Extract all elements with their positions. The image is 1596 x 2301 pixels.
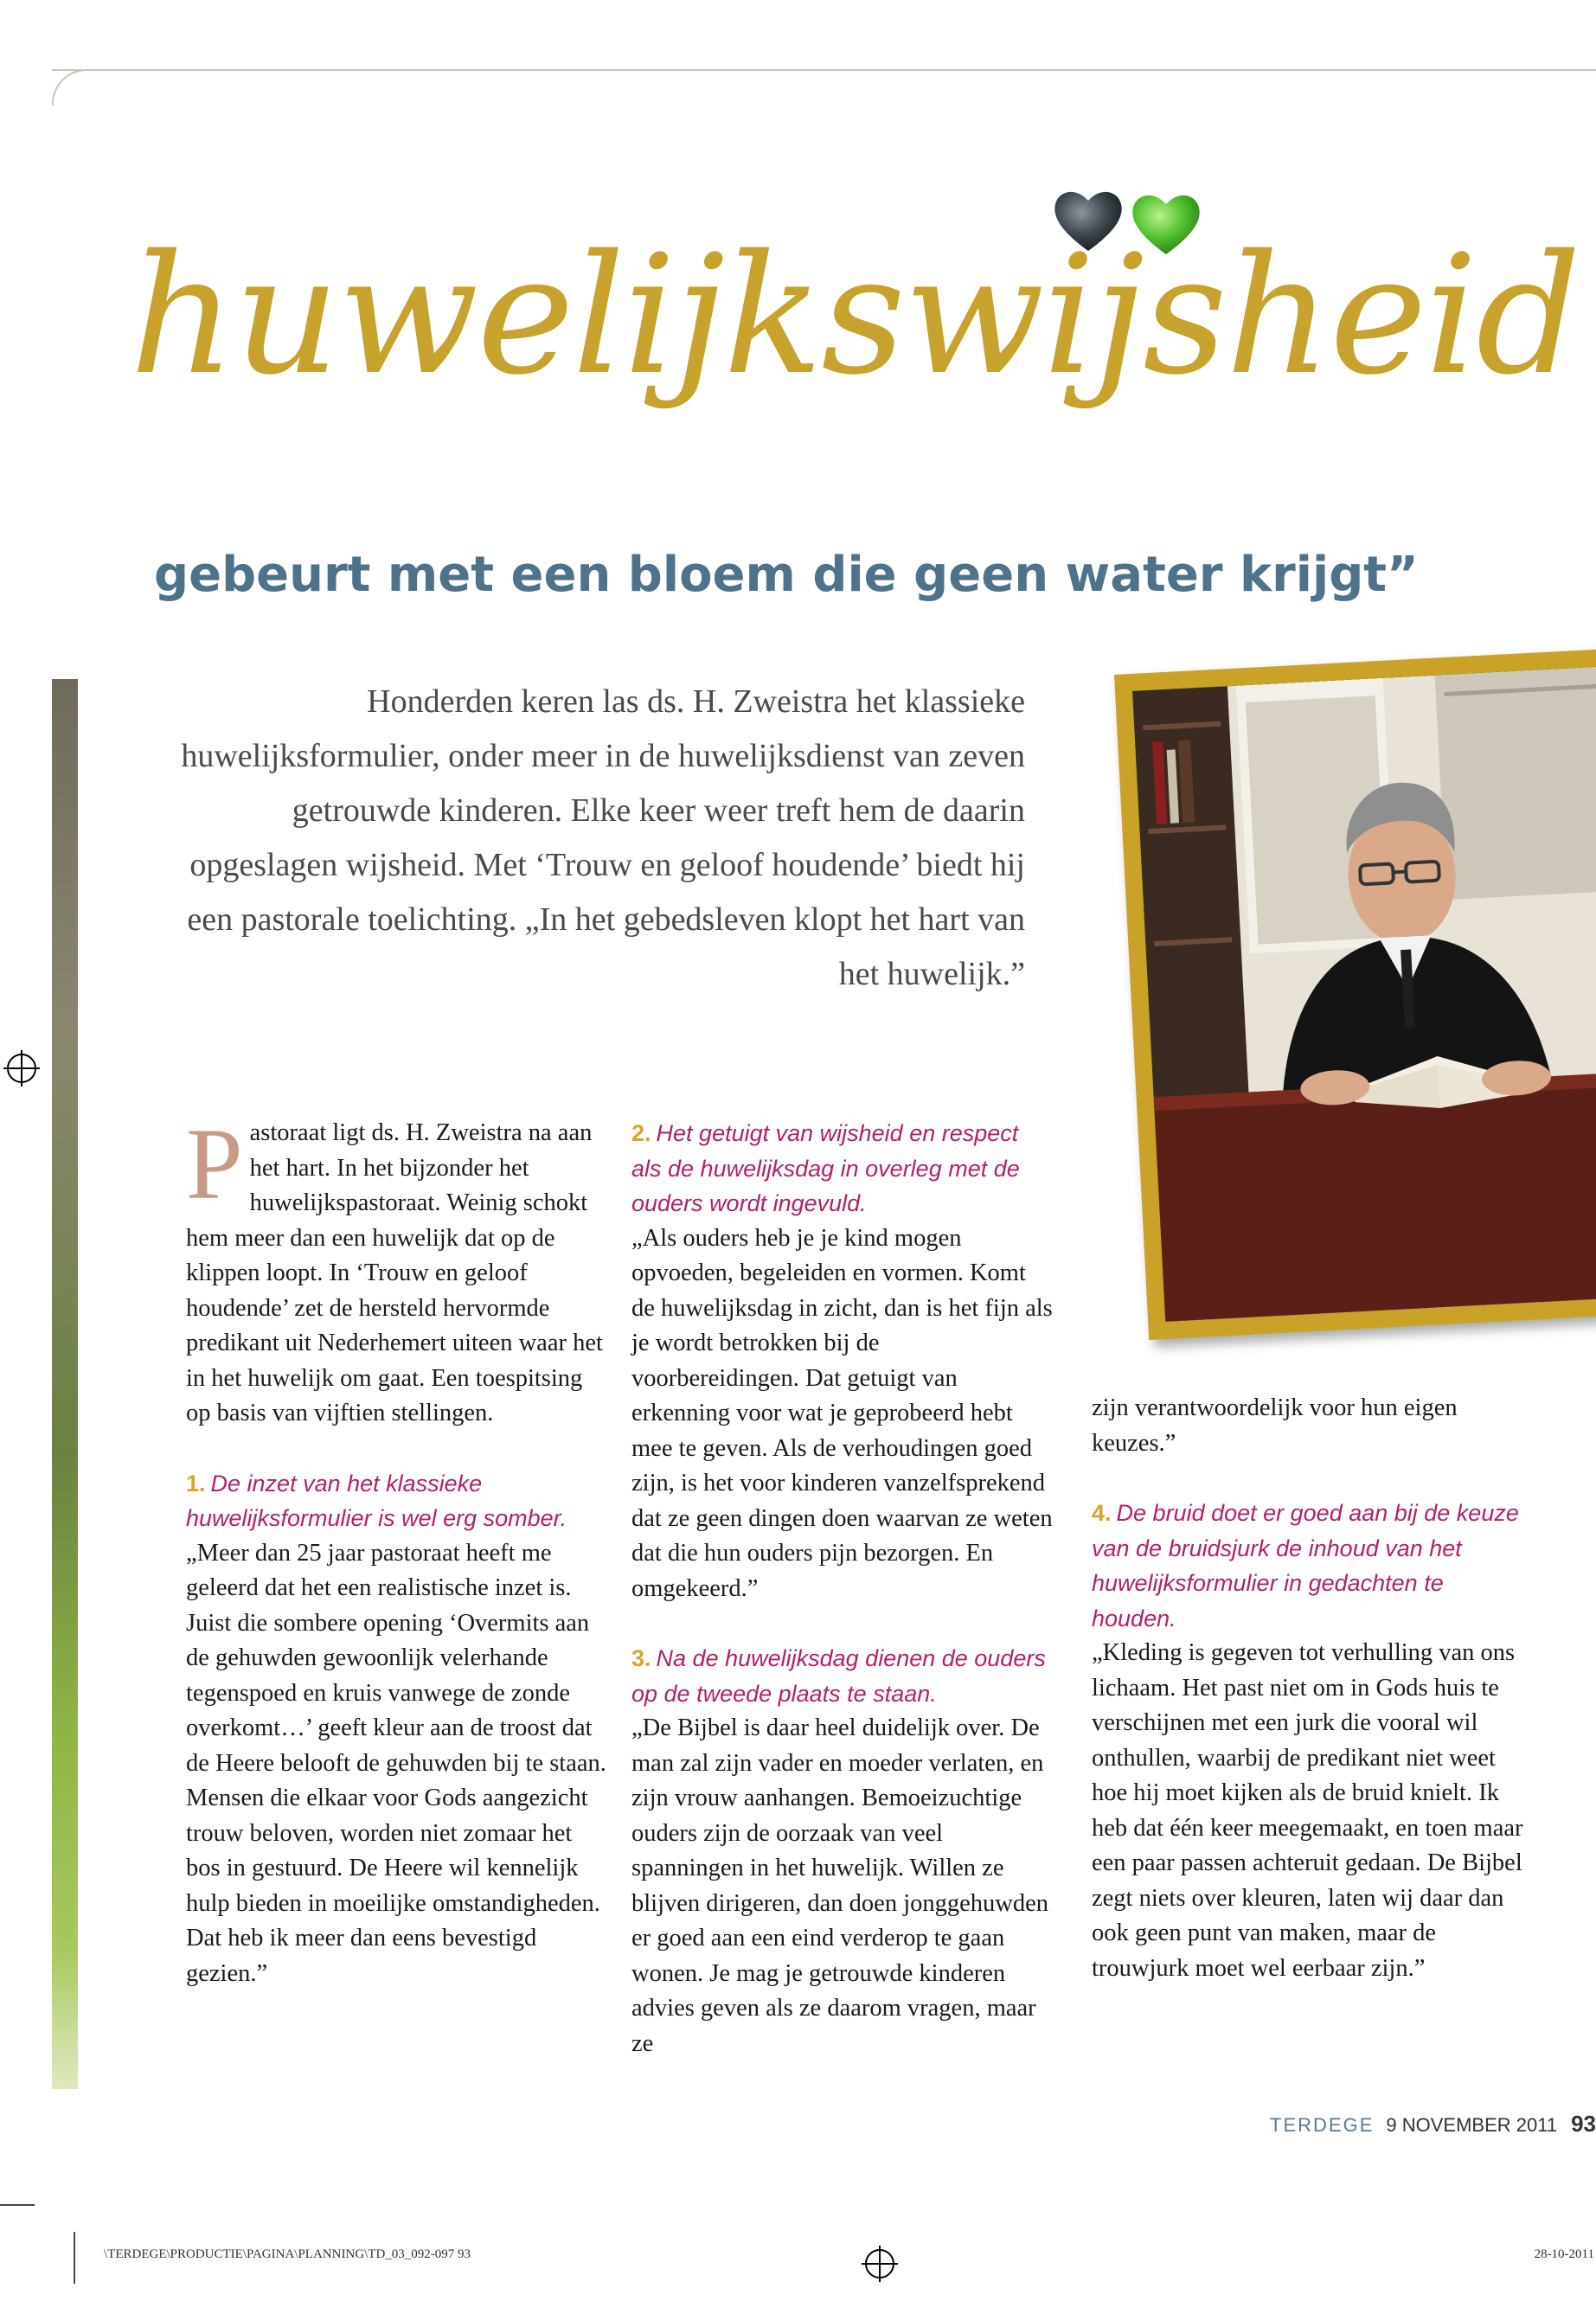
page-number: 93: [1571, 2111, 1596, 2137]
page-title: huwelijkswijsheid: [130, 220, 1580, 411]
statement-number: 3.: [631, 1645, 651, 1671]
crop-mark-left: [0, 2204, 35, 2206]
left-photo-strip: [52, 679, 78, 2089]
article-column-2: [631, 1116, 1053, 2061]
registration-mark-icon: [865, 2249, 894, 2279]
crop-mark-bottom: [74, 2232, 75, 2284]
pastor-photo: [1132, 664, 1596, 1322]
article-column-1: [186, 1107, 607, 1991]
page-footer: [1270, 2111, 1596, 2138]
top-trim-line: [52, 69, 1596, 71]
statement-number: 1.: [186, 1470, 206, 1497]
magazine-name: TERDEGE: [1270, 2114, 1375, 2136]
statement-number: 2.: [631, 1120, 651, 1146]
article-column-3: [1092, 1391, 1524, 1986]
registration-mark-icon: [7, 1054, 36, 1083]
article-intro-text: astoraat ligt ds. H. Zweistra na aan het hart. In het bijzonder het huwelijkspastoraat. Weinig schokt hem meer dan een huwelijk dat op de klippen loopt. In ‘Trouw en geloof houdende’ zet de hersteld hervormde predikant uit Nederhemert uiteen waar het in het huwelijk om gaat. Een toespitsing op basis van vijftien stellingen.: [186, 1119, 603, 1426]
statement-text: De inzet van het klassieke huwelijksformulier is wel erg somber.: [186, 1470, 567, 1531]
article-intro-paragraph: [186, 1107, 607, 1432]
drop-cap: P: [186, 1107, 243, 1221]
statement-1: [186, 1466, 607, 1536]
answer-4: „Kleding is gegeven tot verhulling van ons lichaam. Het past niet om in Gods huis te verschijnen met een jurk die vooral wil onthullen, waarbij de predikant niet weet hoe hij moet kijken als de bruid knielt. Ik heb dat één keer meegemaakt, en toen maar een paar passen achteruit gedaan. De Bijbel zegt niets over kleuren, laten wij daar dan ook geen punt van maken, maar de trouwjurk moet wel eerbaar zijn.”: [1092, 1639, 1523, 1982]
statement-text: Na de huwelijksdag dienen de ouders op de tweede plaats te staan.: [631, 1645, 1046, 1707]
top-trim-corner: [52, 69, 88, 106]
statement-2: [631, 1116, 1053, 1221]
statement-3: [631, 1641, 1053, 1711]
statement-text: Het getuigt van wijsheid en respect als de huwelijksdag in overleg met de ouders wordt ingevuld.: [631, 1120, 1020, 1216]
issue-date: 9 NOVEMBER 2011: [1386, 2114, 1558, 2136]
statement-4: [1092, 1496, 1524, 1636]
statement-text: De bruid doet er goed aan bij de keuze van de bruidsjurk de inhoud van het huwelijksformulier in gedachten te houden.: [1092, 1500, 1519, 1631]
slug-date: 28-10-2011: [1534, 2247, 1594, 2261]
photo-frame: [1114, 646, 1596, 1340]
intro-lede: Honderden keren las ds. H. Zweistra het klassieke huwelijksformulier, onder meer in de huwelijksdienst van zeven getrouwde kinderen. Elke keer weer treft hem de daarin opgeslagen wijsheid. Met ‘Trouw en geloof houdende’ biedt hij een pastorale toelichting. „In het gebedsleven klopt het hart van het huwelijk.”: [181, 683, 1025, 992]
answer-1: „Meer dan 25 jaar pastoraat heeft me geleerd dat het een realistische inzet is. Juist die sombere opening ‘Overmits aan de gehuwden gewoonlijk velerhande tegenspoed en kruis vanwege de zonde overkomt…’ geeft kleur aan de troost dat de Heere belooft de gehuwden bij te staan. Mensen die elkaar voor Gods aangezicht trouw beloven, worden niet zomaar het bos in gestuurd. De Heere wil kennelijk hulp bieden in moeilijke omstandigheden. Dat heb ik meer dan eens bevestigd gezien.”: [186, 1539, 606, 1987]
page-subtitle: gebeurt met een bloem die geen water krijgt”: [154, 547, 1419, 603]
answer-3: „De Bijbel is daar heel duidelijk over. De man zal zijn vader en moeder verlaten, en zijn vrouw aanhangen. Bemoeizuchtige ouders zijn de oorzaak van veel spanningen in het huwelijk. Willen ze blijven dirigeren, dan doen jonggehuwden er goed aan een eind verderop te gaan wonen. Je mag je getrouwde kinderen advies geven als ze daarom vragen, maar ze: [631, 1715, 1048, 2057]
statement-number: 4.: [1092, 1500, 1112, 1526]
answer-2: „Als ouders heb je je kind mogen opvoeden, begeleiden en vormen. Komt de huwelijksdag in zicht, dan is het fijn als je wordt betrokken bij de voorbereidingen. Dat getuigt van erkenning voor wat je geprobeerd hebt mee te geven. Als de verhoudingen goed zijn, is het voor kinderen vanzelfsprekend dat ze geen dingen doen waarvan ze weten dat die hun ouders pijn bezorgen. En omgekeerd.”: [631, 1224, 1053, 1602]
answer-3-continued: zijn verantwoordelijk voor hun eigen keuzes.”: [1092, 1394, 1458, 1457]
slug-path: \TERDEGE\PRODUCTIE\PAGINA\PLANNING\TD_03_092-097 93: [104, 2247, 471, 2261]
